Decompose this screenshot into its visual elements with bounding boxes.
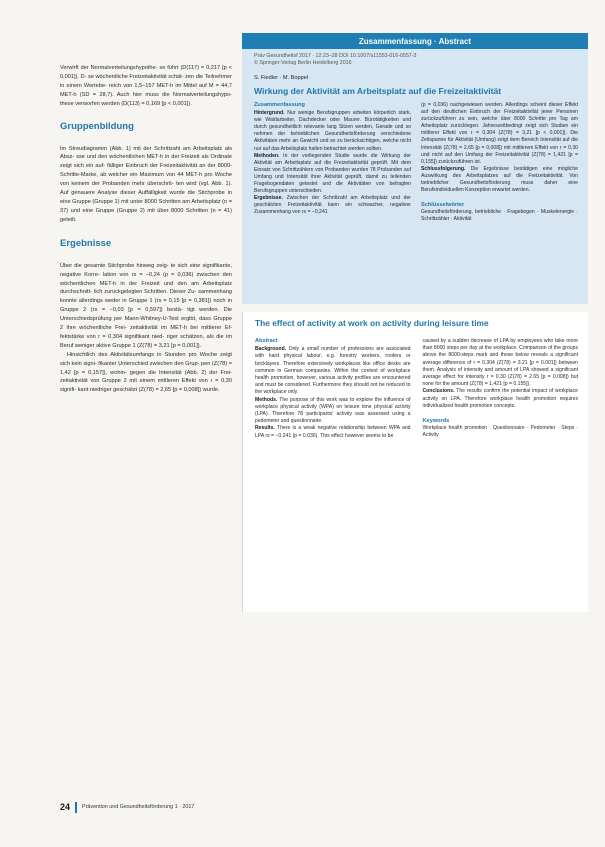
- de-background-paragraph: [254, 110, 411, 153]
- de-methods-text: In der vorliegenden Studie wurde die Wirkung der Aktivität am Arbeitsplatz auf die Freizeitaktivität geprüft. Mit dem Einsatz von Schrittzählern von Probanden wurden 78 Probanden auf Umfang und Intensität ihrer Aktivität geprüft, damit zu teilenden Fragebogendaten getestet und die Aktivitäten von befragten Berufsgruppen unterschieden.: [254, 152, 411, 195]
- english-col-1: [255, 338, 411, 440]
- english-abstract-panel: [242, 312, 588, 612]
- english-col-2: [423, 338, 579, 440]
- citation-line: Präv Gesundheitsf 2017 · 12:23–28 DOI 10.1007/s11553-016-0557-3: [254, 53, 417, 59]
- heading-ergebnisse: Ergebnisse: [60, 237, 112, 249]
- heading-gruppenbildung: Gruppenbildung: [60, 120, 134, 132]
- title-german: Wirkung der Aktivität am Arbeitsplatz auf die Freizeitaktivität: [254, 86, 502, 96]
- de-methods-label: Methoden.: [254, 152, 280, 159]
- en-conclusions-paragraph: [423, 388, 579, 410]
- en-methods-text: The purpose of this work was to explore the influence of workplace physical activity (WPA) on leisure time physical activity (LPA). Therefore 78 participants' activity was assessed using a pedometer and questionnaire.: [255, 396, 411, 425]
- gruppen-paragraph: Im Streudiagramm (Abb. 1) mit der Schrittzahl am Arbeitsplatz als Absz- sse und den wöchentlichen MET-h in der Freizeit als Ordinate zeigt sich ein auf- fälliger Einbruch der Freizeitaktivität an der 8000-Schritte-Marke, ab welcher ein Maximum von 44 MET-h pro Woche von keinem der Probanden mehr überschrit- ten wird (vgl. Abb. 1). Auf genauere Analyse dieser Auffälligkeit wurde die Stichprobe in eine Gruppe (Gruppe 1) mit unter 8000 Schritten am Arbeitsplatz (n = 37) und eine Gruppe (Gruppe 2) mit über 8000 Schritten (n = 41) geteilt.: [60, 145, 232, 223]
- en-conclusions-label: Conclusions.: [422, 388, 455, 395]
- en-methods-paragraph: [255, 397, 411, 426]
- ergebnisse-paragraph: Über die gesamte Stichprobe hinweg zeig- te sich eine signifikante, negative Korre- lation von rs = −0,24 (p = 0,036) zwischen den wöchentlichen MET-h in der Freizeit und den am Arbeitsplatz durchschnitt- lich zurückgelegten Schritten. Dieser Zu- sammenhang konnte allerdings weder in Gruppe 1 (rs = 0,15 [p = 0,381]) noch in Gruppe 2 (rs = −0,03 [p = 0,597]) bestä- tigt werden. Die Unterschiedsprüfung per Mann-Whitney-U-Test ergibt, dass Gruppe 2 ihre wöchentliche Frei- zeitaktivität im MET-h bei mittlerer Ef- fektstärke von r = 0,304 signifikant nied- riger schätzen, als die im Beruf weniger aktive Gruppe 1 (Z(78) = 3,21 [p = 0,001]).: [60, 262, 232, 349]
- de-conclusion-paragraph: [421, 166, 578, 194]
- de-results-continued: (p = 0,036) nachgewiesen werden. Allerdings scheint dieser Effekt auf den deutlichen Einbruch der Freizeitaktivität jener Personen zurückzuführen zu sein, welche über 8000 Schritte pro Tag am Arbeitsplatz zurücklegen. Jahreszeitbedingt zeigt sich Studien ein mittlerer Effekt von r = 0,304 (Z(78) = 3,21 [p < 0,001]). Die Zeitspanne für Aktivität (Umfang) zeigt dem Bereich Intensität auf die Intensität (Z(78) = 2,65 [p = 0,008]) mit mittlerem Effekt von r = 0,30 und nicht auf den Umfang der Freizeitaktivität (Z(78) = 1,421 [p = 0,155]) zurückzuführen ist.: [421, 102, 578, 165]
- authors: S. Fiedler · M. Boppel: [254, 75, 309, 81]
- page-footer: [60, 800, 300, 814]
- de-methods-paragraph: [254, 153, 411, 196]
- en-keywords: Workplace health promotion · Questionnaire · Pedometer · Steps · Activity: [422, 425, 578, 439]
- schluesselwoerter-heading: Schlüsselwörter: [421, 202, 465, 209]
- page-number: 24: [60, 802, 71, 812]
- keywords-heading: Keywords: [422, 418, 450, 425]
- en-background-label: Background.: [255, 346, 287, 353]
- de-conclusion-text: Die Ergebnisse bestätigen eine mögliche Auswirkung des Arbeitsplatzes auf die Freizeitaktivität. Von betrieblicher Gesundheitsförderung muss daher eine Berufsindividuellen Konzeption erwartet werden.: [421, 165, 578, 194]
- abstract-box: [242, 33, 588, 612]
- de-background-label: Hintergrund.: [254, 110, 285, 117]
- ergebnisse-paragraph-2: Hinsichtlich des Aktivitätsumfangs in Stunden pro Woche zeigt sich kein signi- fikanter Unterschied zwischen den Grup- pen (Z(78) = 1,42 [p = 0,157]), wohin- gegen die Intensität (Abb. 2) der Frei- zeitaktivität von Gruppe 2 mit einem mittleren Effekt von r = 0,30 signifi- kant niedriger geschätzt (Z(78) = 2,65 [p = 0,008]) wurde.: [60, 351, 232, 394]
- german-summary-columns: [254, 102, 578, 224]
- en-methods-label: Methods.: [255, 396, 278, 403]
- summary-banner: Zusammenfassung · Abstract: [242, 33, 588, 49]
- intro-paragraph: Verwirft der Normalverteilungshypothe- se führt (D(117) = 0,217 [p < 0,001]). D- se wöchentliche Freizeitaktivität schät- zen die Teilnehmer in einem Wertebe- reich von 1,5–157 MET-h im Mittel auf M = 44,7 MET-h (SD = 28,7). Auch hier muss die Normalverteilungshypo- these verworfen werden (D(113) = 0,169 [p < 0,001]).: [60, 65, 232, 107]
- journal-name: Prävention und Gesundheitsförderung 1 · 2017: [82, 804, 195, 810]
- en-background-paragraph: [255, 346, 411, 396]
- de-keywords: Gesundheitsförderung, betriebliche · Fragebogen · Muskelenergie · Schrittzähler · Aktivität: [421, 209, 578, 223]
- german-summary-panel: [242, 49, 588, 304]
- de-results-text: Zwischen der Schrittzahl am Arbeitsplatz und der geschätzten Freizeitaktivität kann ein schwacher, negativer Zusammenhang von rs = −0,241: [254, 195, 411, 216]
- en-results-text: There is a weak negative relationship between WPA and LPA rs = −0.241 (p = 0.036). This effect however seems to be: [255, 425, 411, 439]
- en-results-continued: caused by a sudden decrease of LPA by employees who take more than 8000 steps per day at the workplace. Comparison of the groups above the 8000-steps mark and those below reveals a significant average difference of r = 0.304 (Z(78) = 3.21 [p = 0.001]) between them. Analysis of intensity and amount of LPA showed a significant average effect for intensity r = 0.30 (Z(78) = 2.65 [p = 0.008]) but none for the amount (Z(78) = 1.421 [p = 0.155]).: [422, 338, 578, 388]
- zusammenfassung-heading: Zusammenfassung: [254, 102, 305, 108]
- de-background-text: Nur wenige Berufsgruppen arbeiten körperlich stark, wie Waldarbeiter, Dachdecker oder Maurer. Bürotätigkeiten und durch gesundheitlich relevante lang Sitzen werden, Gerade und so nehmen der betrieblichen Gesundheitsförderung verschiedene Aktivitäten mehr an Gewicht und so zu berücksichtigen, welche nicht nur auf das Arbeitsplatz halten betrachtet werden sollten.: [254, 110, 411, 152]
- footer-divider: [75, 802, 77, 813]
- copyright-line: © Springer-Verlag Berlin Heidelberg 2016: [254, 60, 352, 66]
- title-english: The effect of activity at work on activity during leisure time: [255, 318, 489, 328]
- en-results-paragraph: [255, 425, 411, 439]
- en-conclusions-text: The results confirm the potential impact of workplace activity on LPA. Therefore workplace health promotion requires individualized health promotion concepts.: [422, 388, 578, 409]
- german-col-1: [254, 102, 411, 224]
- abstract-heading: Abstract: [255, 338, 278, 344]
- left-text-column: [60, 64, 232, 395]
- de-conclusion-label: Schlussfolgerung.: [421, 165, 466, 172]
- german-col-2: [421, 102, 578, 224]
- de-results-label: Ergebnisse.: [254, 195, 283, 202]
- en-results-label: Results.: [255, 425, 275, 432]
- en-background-text: Only a small number of professions are associated with hard physical labour, e.g. forestry workers, roofers or bricklayers. Therefore extensively workplaces like office desks are common in German companies. Within the context of workplace health promotion, however, various activity profiles are encountered and must be considered. Furthermore they should not be reduced to the workplace only.: [255, 346, 411, 396]
- english-abstract-columns: [255, 338, 578, 440]
- de-results-paragraph: [254, 195, 411, 216]
